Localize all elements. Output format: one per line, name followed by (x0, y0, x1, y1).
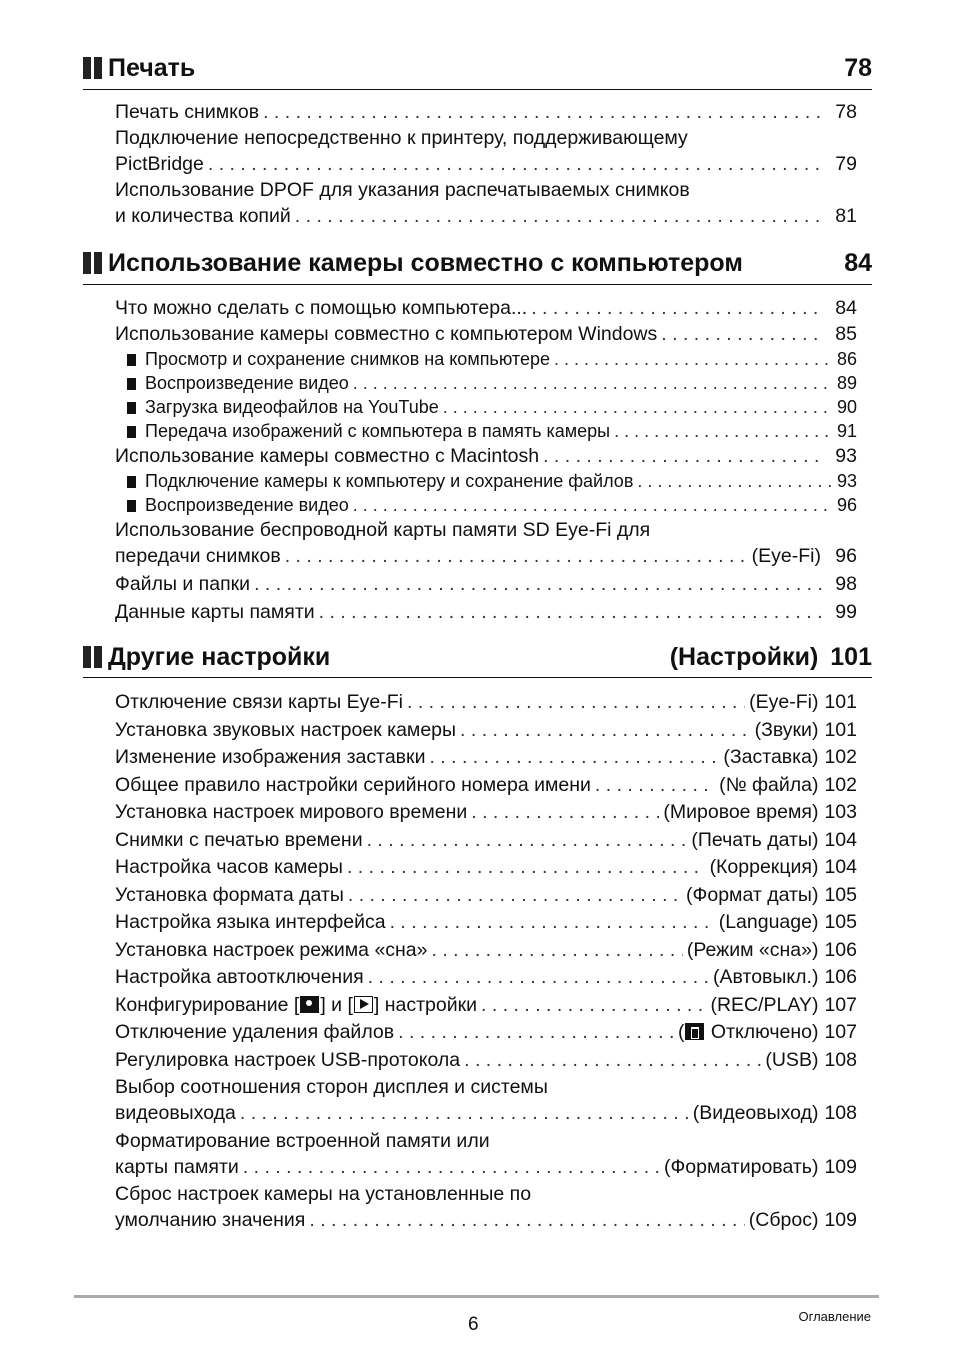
toc-entry[interactable] (115, 1181, 857, 1233)
section-divider (83, 284, 872, 285)
entry-page: 108 (824, 1102, 857, 1124)
leader-dots (471, 799, 659, 825)
entry-tag (678, 1019, 818, 1045)
entries-settings (115, 689, 857, 1233)
leader-dots (240, 1100, 689, 1126)
section-marker-icon (83, 252, 102, 274)
leader-dots (285, 543, 748, 569)
section-tag: (Настройки) (669, 642, 819, 671)
section-title: Другие настройки (108, 642, 331, 671)
entry-tag: (USB) (765, 1048, 819, 1071)
entry-label-line1: Использование DPOF для указания распечатываемых снимков (115, 179, 690, 201)
entry-label-line1: Выбор соотношения сторон дисплея и системы (115, 1076, 548, 1098)
toc-entry[interactable] (115, 827, 857, 853)
leader-dots (637, 469, 831, 493)
entry-label: Установка настроек режима «сна» (115, 938, 428, 961)
entry-page: 101 (824, 718, 857, 741)
entry-page: 81 (835, 205, 857, 227)
toc-entry[interactable] (115, 443, 857, 469)
leader-dots (353, 493, 831, 517)
entry-tag: (Печать даты) (691, 828, 819, 851)
entry-tag: (№ файла) (719, 773, 819, 796)
leader-dots (543, 443, 823, 469)
entry-tag: (Автовыкл.) (713, 966, 819, 988)
entry-label: PictBridge (115, 153, 204, 175)
entry-label: Файлы и папки (115, 573, 251, 595)
entry-label-line1: Подключение непосредственно к принтеру, поддерживающему (115, 127, 688, 149)
toc-entry[interactable] (115, 964, 857, 990)
bullet-icon (127, 378, 136, 390)
leader-dots (347, 854, 706, 880)
leader-dots (464, 1047, 761, 1073)
entry-page: 93 (836, 471, 857, 491)
toc-entry[interactable] (115, 1074, 857, 1126)
bullet-icon (127, 354, 136, 366)
entry-page: 93 (835, 445, 857, 467)
entry-page: 102 (824, 746, 857, 768)
leader-dots (595, 772, 715, 798)
leader-dots (353, 371, 831, 395)
bullet-icon (127, 476, 136, 488)
section-heading-computer (83, 247, 872, 279)
entry-tag: (Eye-Fi) (751, 545, 821, 567)
entries-computer (115, 295, 857, 625)
toc-entry[interactable] (115, 744, 857, 770)
toc-subentry[interactable] (115, 469, 857, 493)
entry-label: Воспроизведение видео (145, 373, 349, 393)
toc-entry[interactable] (115, 854, 857, 880)
toc-entry[interactable] (115, 772, 857, 798)
leader-dots (614, 419, 831, 443)
entry-page: 103 (824, 801, 857, 823)
entry-label-line1: Сброс настроек камеры на установленные по (115, 1183, 532, 1205)
leader-dots (367, 827, 688, 853)
leader-dots (432, 937, 683, 963)
toc-entry[interactable] (115, 937, 857, 963)
leader-dots (531, 295, 823, 321)
leader-dots (661, 321, 823, 347)
entry-page: 79 (835, 153, 857, 175)
entry-label: Отключение связи карты Eye-Fi (115, 691, 403, 713)
entry-label: Изменение изображения заставки (115, 746, 426, 768)
entry-page: 90 (836, 397, 857, 417)
entry-label: Установка настроек мирового времени (115, 801, 468, 823)
entry-label: Отключение удаления файлов (115, 1021, 395, 1043)
bullet-icon (127, 500, 136, 512)
entry-page: 91 (836, 421, 857, 441)
entry-page: 105 (824, 883, 857, 906)
entry-page: 105 (824, 911, 857, 933)
section-heading-settings (83, 641, 872, 673)
leader-dots (368, 964, 709, 990)
entry-tag: (Форматировать) (663, 1155, 819, 1178)
entry-label: Регулировка настроек USB-протокола (115, 1048, 461, 1071)
bullet-icon (127, 426, 136, 438)
toc-subentry[interactable] (115, 395, 857, 419)
entry-page: 109 (824, 1155, 857, 1178)
entry-page: 98 (835, 573, 857, 595)
entry-label: Что можно сделать с помощью компьютера... (115, 297, 528, 319)
entry-label: Загрузка видеофайлов на YouTube (145, 397, 439, 417)
toc-entry[interactable] (115, 295, 857, 321)
toc-entry[interactable] (115, 599, 857, 625)
entry-label: Настройка языка интерфейса (115, 911, 386, 933)
entry-tag-part: ( (677, 1021, 685, 1043)
entry-label: Подключение камеры к компьютеру и сохранение файлов (145, 471, 634, 491)
entry-tag: (Заставка) (723, 746, 819, 768)
entry-page: 107 (824, 1021, 857, 1043)
entry-page: 109 (824, 1209, 857, 1231)
play-icon (354, 996, 373, 1013)
toc-entry[interactable] (115, 909, 857, 935)
entry-page: 78 (835, 101, 857, 123)
toc-entry[interactable] (115, 571, 857, 597)
section-divider (83, 677, 872, 678)
footer-section-label: Оглавление (798, 1309, 871, 1324)
leader-dots (208, 151, 823, 177)
entry-page: 107 (824, 993, 857, 1016)
toc-entry[interactable] (115, 1128, 857, 1180)
entry-tag: (Сброс) (748, 1209, 819, 1231)
entry-tag: (Режим «сна») (686, 938, 819, 961)
leader-dots (443, 395, 831, 419)
entry-label: Передача изображений с компьютера в память камеры (145, 421, 611, 441)
entry-page: 101 (824, 691, 857, 713)
entry-label-part: ] настройки (373, 993, 478, 1016)
entry-tag: (Мировое время) (663, 801, 819, 823)
entry-page: 96 (836, 495, 857, 515)
bullet-icon (127, 402, 136, 414)
toc-entry[interactable] (115, 992, 857, 1018)
entry-label: Настройка часов камеры (115, 856, 343, 878)
entry-tag-part: Отключено) (705, 1021, 819, 1043)
entry-label: Установка формата даты (115, 883, 344, 906)
entry-page: 84 (835, 297, 857, 319)
section-title: Использование камеры совместно с компьютером (108, 248, 743, 277)
entry-label: Установка звуковых настроек камеры (115, 718, 457, 741)
toc-entry[interactable] (115, 799, 857, 825)
leader-dots (407, 689, 745, 715)
leader-dots (295, 203, 823, 229)
entry-tag: (Language) (718, 911, 819, 933)
toc-entry[interactable] (115, 321, 857, 347)
leader-dots (398, 1019, 674, 1045)
entry-tag: (Коррекция) (709, 856, 819, 878)
toc-subentry[interactable] (115, 493, 857, 517)
entry-label-part: ] и [ (320, 993, 353, 1016)
leader-dots (309, 1207, 744, 1233)
toc-subentry[interactable] (115, 371, 857, 395)
section-heading-print (83, 52, 872, 84)
entry-label-line1: Использование беспроводной карты памяти SD Eye-Fi для (115, 519, 651, 541)
entry-label (115, 992, 477, 1018)
toc-entry[interactable] (115, 689, 857, 715)
entry-page: 106 (824, 938, 857, 961)
entries-print (115, 99, 857, 229)
entry-page: 99 (835, 601, 857, 623)
entry-label: карты памяти (115, 1155, 239, 1178)
entry-page: 102 (824, 773, 857, 796)
toc-subentry[interactable] (115, 347, 857, 371)
leader-dots (243, 1154, 660, 1180)
leader-dots (460, 717, 751, 743)
entry-label-line1: Форматирование встроенной памяти или (115, 1129, 490, 1152)
entry-label: Использование камеры совместно с Macintosh (115, 445, 540, 467)
footer-divider (74, 1295, 879, 1298)
entry-page: 96 (835, 545, 857, 567)
entry-label: Воспроизведение видео (145, 495, 349, 515)
toc-entry[interactable] (115, 717, 857, 743)
toc-entry[interactable] (115, 177, 857, 229)
page-number: 6 (468, 1314, 479, 1335)
leader-dots (390, 909, 715, 935)
entry-label: Печать снимков (115, 101, 260, 123)
camera-icon (300, 996, 319, 1013)
section-page: 101 (830, 642, 872, 671)
entry-label: Общее правило настройки серийного номера имени (115, 773, 591, 796)
entry-label-part: Конфигурирование [ (115, 993, 300, 1016)
entry-page: 85 (835, 323, 857, 345)
entry-page: 108 (824, 1048, 857, 1071)
toc-entry[interactable] (115, 125, 857, 177)
toc-subentry[interactable] (115, 419, 857, 443)
toc-entry[interactable] (115, 517, 857, 569)
leader-dots (481, 992, 706, 1018)
leader-dots (554, 347, 831, 371)
entry-page: 86 (836, 349, 857, 369)
leader-dots (319, 599, 823, 625)
trash-icon (685, 1023, 704, 1040)
entry-label: передачи снимков (115, 545, 281, 567)
entry-page: 104 (824, 828, 857, 851)
entry-tag: (Eye-Fi) (749, 691, 819, 713)
entry-tag: (Формат даты) (686, 883, 819, 906)
section-title: Печать (108, 53, 196, 82)
toc-entry[interactable] (115, 882, 857, 908)
leader-dots (348, 882, 682, 908)
entry-page: 104 (824, 856, 857, 878)
entry-label: Данные карты памяти (115, 601, 315, 623)
entry-label: Настройка автоотключения (115, 966, 364, 988)
entry-label: Просмотр и сохранение снимков на компьютере (145, 349, 550, 369)
section-page: 78 (844, 53, 872, 82)
entry-page: 106 (824, 966, 857, 988)
toc-entry[interactable] (115, 99, 857, 125)
section-marker-icon (83, 57, 102, 79)
leader-dots (429, 744, 719, 770)
entry-tag: (REC/PLAY) (710, 993, 819, 1016)
entry-label: умолчанию значения (115, 1209, 306, 1231)
entry-label: Снимки с печатью времени (115, 828, 363, 851)
section-marker-icon (83, 646, 102, 668)
entry-tag: (Звуки) (754, 718, 819, 741)
toc-entry[interactable] (115, 1019, 857, 1045)
section-page: 84 (844, 248, 872, 277)
entry-label: Использование камеры совместно с компьютером Windows (115, 323, 658, 345)
section-divider (83, 89, 872, 90)
entry-label: видеовыхода (115, 1102, 236, 1124)
entry-page: 89 (836, 373, 857, 393)
entry-tag: (Видеовыход) (692, 1102, 819, 1124)
leader-dots (263, 99, 823, 125)
entry-label: и количества копий (115, 205, 291, 227)
leader-dots (254, 571, 823, 597)
toc-entry[interactable] (115, 1047, 857, 1073)
